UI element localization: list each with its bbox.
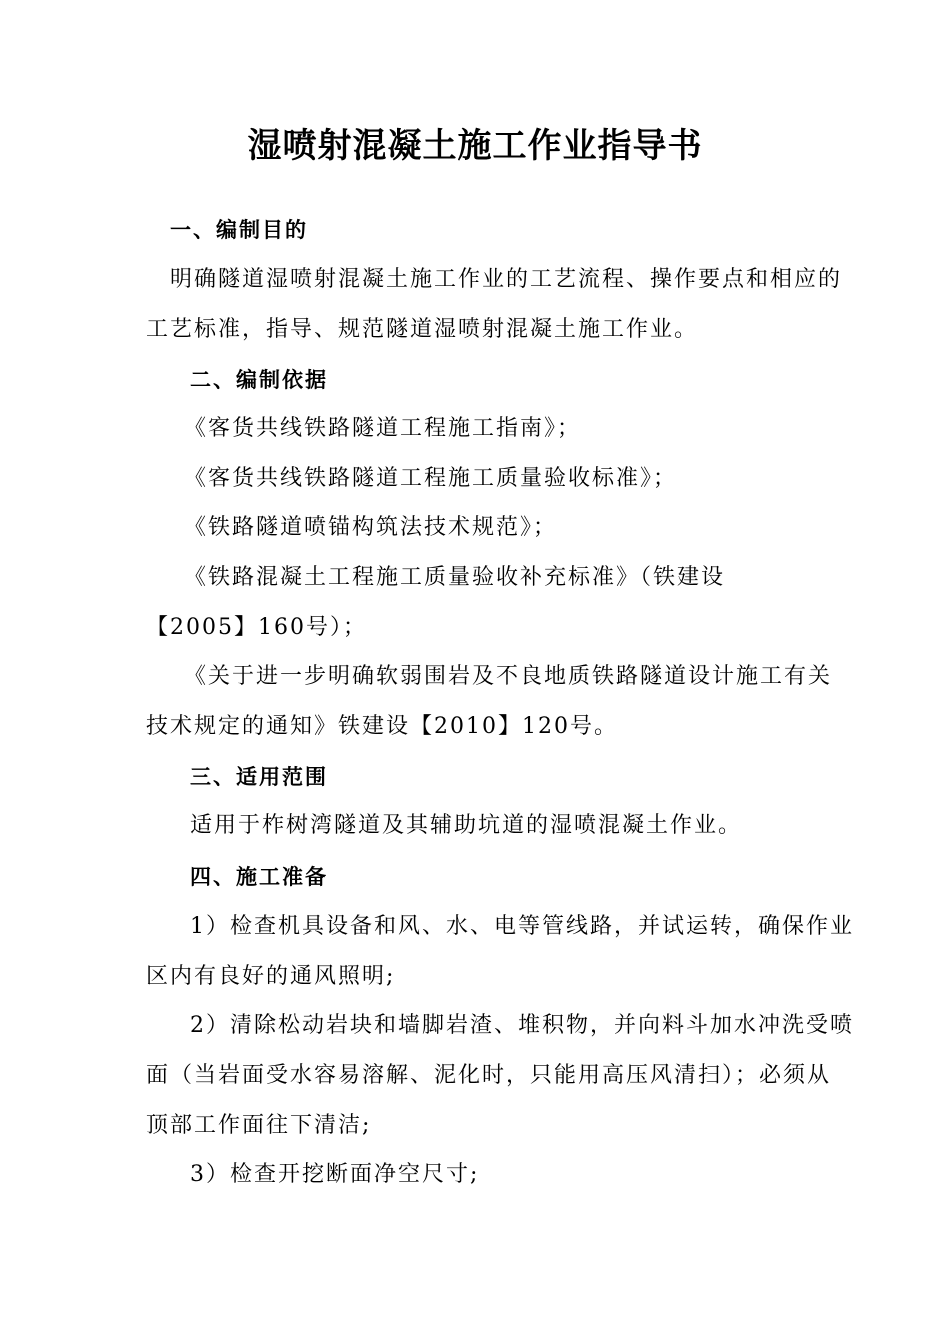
reference-item: 【2005】160号）； [146,615,367,640]
reference-item: 《客货共线铁路隧道工程施工质量验收标准》； [184,466,678,491]
section-heading-basis: 二、编制依据 [190,368,328,392]
section-heading-scope: 三、适用范围 [190,765,328,789]
reference-item: 技术规定的通知》铁建设【2010】120号。 [146,714,618,739]
paragraph-line: 明确隧道湿喷射混凝土施工作业的工艺流程、操作要点和相应的 [170,267,843,292]
reference-item: 《关于进一步明确软弱围岩及不良地质铁路隧道设计施工有关 [184,664,833,689]
paragraph-line: 工艺标准，指导、规范隧道湿喷射混凝土施工作业。 [146,317,699,342]
list-item: 2）清除松动岩块和墙脚岩渣、堆积物，并向料斗加水冲洗受喷 [190,1013,854,1038]
list-item-continued: 面（当岩面受水容易溶解、泥化时，只能用高压风清扫）；必须从 [146,1063,832,1088]
reference-item: 《客货共线铁路隧道工程施工指南》； [184,416,582,441]
reference-item: 《铁路隧道喷锚构筑法技术规范》； [184,515,558,540]
document-title: 湿喷射混凝土施工作业指导书 [247,126,703,166]
section-heading-purpose: 一、编制目的 [170,218,308,242]
list-item-continued: 顶部工作面往下清洁; [146,1113,372,1138]
list-item-continued: 区内有良好的通风照明; [146,964,396,989]
reference-item: 《铁路混凝土工程施工质量验收补充标准》（铁建设 [184,565,726,590]
list-item: 1）检查机具设备和风、水、电等管线路，并试运转，确保作业 [190,914,854,939]
section-heading-preparation: 四、施工准备 [190,865,328,889]
list-item: 3）检查开挖断面净空尺寸; [190,1162,480,1187]
paragraph-line: 适用于柞树湾隧道及其辅助坑道的湿喷混凝土作业。 [190,813,743,838]
